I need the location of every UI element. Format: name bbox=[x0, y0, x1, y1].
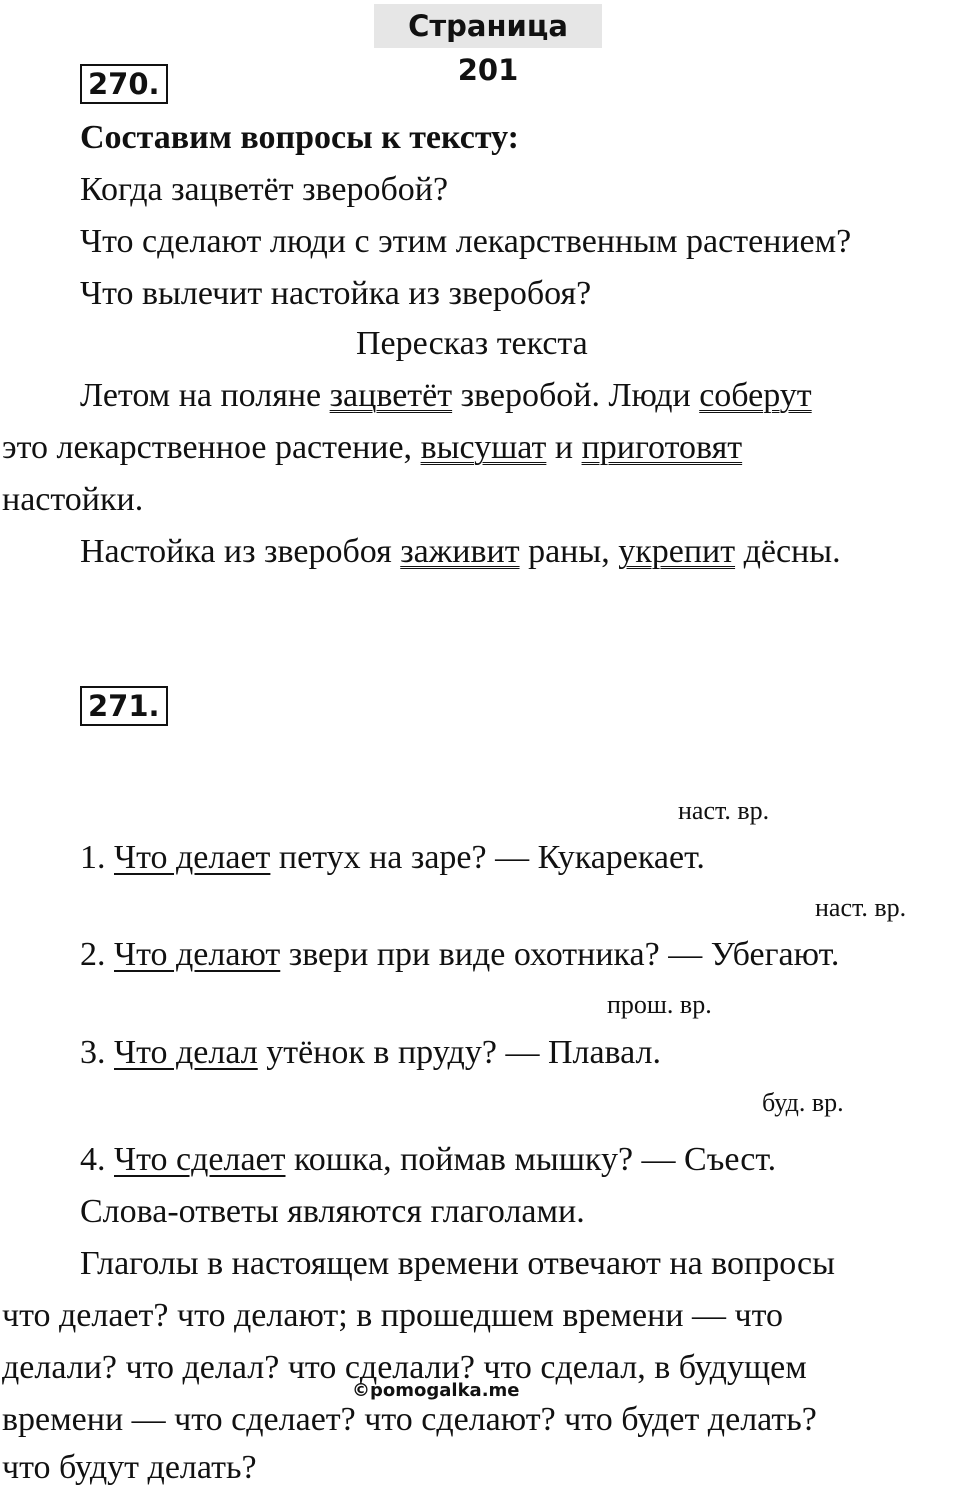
question-underlined: Что делает bbox=[114, 839, 271, 876]
item-number: 2. bbox=[80, 936, 114, 973]
rule-line-5: что будут делать? bbox=[2, 1449, 257, 1486]
text-fragment: Настойка из зверобоя bbox=[80, 533, 401, 570]
question-underlined: Что делают bbox=[114, 936, 281, 973]
retell-line-1 bbox=[80, 376, 812, 416]
exercise-number-box: 271. bbox=[80, 686, 168, 726]
verb-underlined: укрепит bbox=[618, 533, 736, 570]
question-3: Что вылечит настойка из зверобоя? bbox=[80, 275, 592, 312]
item-rest: петух на заре? — Кукарекает. bbox=[270, 839, 705, 876]
tense-label-3: прош. вр. bbox=[607, 990, 712, 1019]
item-number: 4. bbox=[80, 1141, 114, 1178]
rule-line-3: делали? что делал? что сделали? что сделал, в будущем bbox=[2, 1349, 807, 1386]
retell-line-4 bbox=[80, 532, 841, 572]
watermark: ©pomogalka.me bbox=[352, 1380, 520, 1401]
item-rest: утёнок в пруду? — Плавал. bbox=[257, 1034, 662, 1071]
exercise-number-271 bbox=[74, 686, 174, 726]
item-2 bbox=[80, 935, 839, 975]
question-underlined: Что делал bbox=[114, 1034, 258, 1071]
rule-line-4: времени — что сделает? что сделают? что будет делать? bbox=[2, 1401, 817, 1438]
text-fragment: Летом на поляне bbox=[80, 377, 330, 414]
retell-line-2 bbox=[2, 428, 742, 468]
tense-label-1: наст. вр. bbox=[678, 796, 770, 825]
item-rest: кошка, поймав мышку? — Съест. bbox=[285, 1141, 777, 1178]
conclusion: Слова-ответы являются глаголами. bbox=[80, 1193, 585, 1230]
question-underlined: Что сделает bbox=[114, 1141, 286, 1178]
page-title: Страница 201 bbox=[374, 4, 602, 48]
tense-label-4: буд. вр. bbox=[762, 1088, 844, 1117]
item-number: 1. bbox=[80, 839, 114, 876]
exercise-number-270 bbox=[74, 64, 174, 104]
retell-title: Пересказ текста bbox=[356, 325, 588, 362]
item-1 bbox=[80, 838, 705, 878]
item-rest: звери при виде охотника? — Убегают. bbox=[280, 936, 840, 973]
rule-line-2: что делает? что делают; в прошедшем времени — что bbox=[2, 1297, 784, 1334]
text-fragment: зверобой. Люди bbox=[452, 377, 700, 414]
question-1: Когда зацветёт зверобой? bbox=[80, 171, 449, 208]
text-fragment: и bbox=[546, 429, 582, 466]
item-3 bbox=[80, 1033, 661, 1073]
verb-underlined: высушат bbox=[420, 429, 547, 466]
exercise-heading: Составим вопросы к тексту: bbox=[80, 119, 519, 156]
text-fragment: это лекарственное растение, bbox=[2, 429, 421, 466]
verb-underlined: заживит bbox=[400, 533, 520, 570]
tense-label-2: наст. вр. bbox=[815, 893, 907, 922]
text-fragment: дёсны. bbox=[735, 533, 841, 570]
question-2: Что сделают люди с этим лекарственным растением? bbox=[80, 223, 852, 260]
item-number: 3. bbox=[80, 1034, 114, 1071]
exercise-number-box: 270. bbox=[80, 64, 168, 104]
verb-underlined: соберут bbox=[699, 377, 812, 414]
item-4 bbox=[80, 1140, 776, 1180]
verb-underlined: зацветёт bbox=[329, 377, 453, 414]
rule-line-1: Глаголы в настоящем времени отвечают на вопросы bbox=[80, 1245, 835, 1282]
verb-underlined: приготовят bbox=[581, 429, 743, 466]
retell-line-3: настойки. bbox=[2, 481, 144, 518]
text-fragment: раны, bbox=[519, 533, 619, 570]
